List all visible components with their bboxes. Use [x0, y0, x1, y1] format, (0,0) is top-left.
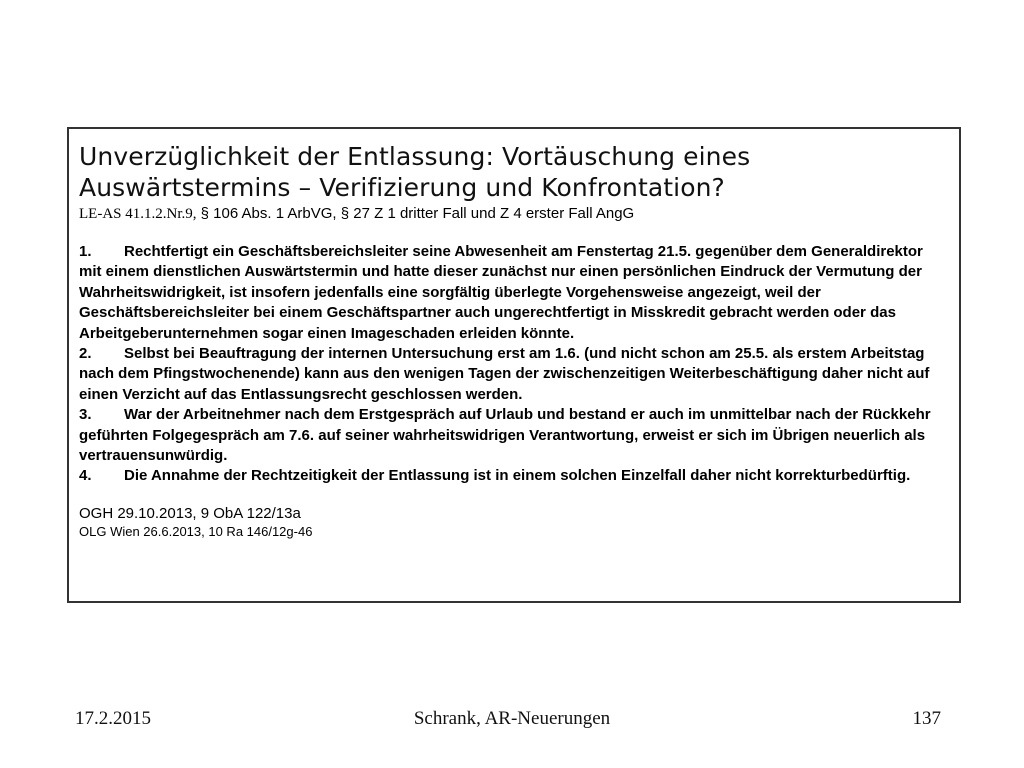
olg-ruling: OLG Wien 26.6.2013, 10 Ra 146/12g-46	[79, 523, 313, 539]
court-rulings	[79, 504, 949, 540]
point-2	[79, 344, 949, 405]
point-number: 4.	[79, 467, 92, 485]
citation-prefix: LE-AS 41.1.2.Nr.9,	[79, 206, 197, 222]
points-list	[79, 242, 949, 487]
point-number: 2.	[79, 345, 92, 363]
content-box	[67, 127, 961, 603]
point-number: 3.	[79, 406, 92, 424]
ogh-ruling: OGH 29.10.2013, 9 ObA 122/13a	[79, 504, 301, 522]
point-text: War der Arbeitnehmer nach dem Erstgespräch auf Urlaub und bestand er auch im unmittelbar nach der Rückkehr geführten Folgegespräch am 7.6. auf seiner wahrheitswidrigen Verantwortung, erweist er sich im Übrigen neuerlich als vertrauensunwürdig.	[79, 406, 931, 465]
point-text: Rechtfertigt ein Geschäftsbereichsleiter seine Abwesenheit am Fenstertag 21.5. gegenüber dem Generaldirektor mit einem dienstlichen Auswärtstermin und hatte dieser zunächst nur einen persönlichen Eindruck der Vermutung der Wahrheitswidrigkeit, ist insofern jedenfalls eine sorgfältig überlegte Vorgehensweise angezeigt, weil der Geschäftsbereichsleiter bei einem Geschäftspartner auch ungerechtfertigt in Misskredit gebracht werden oder das Arbeitgeberunternehmen sogar einen Imageschaden erleiden könnte.	[79, 243, 923, 342]
citation-rest: § 106 Abs. 1 ArbVG, § 27 Z 1 dritter Fall und Z 4 erster Fall AngG	[196, 205, 635, 222]
point-4	[79, 466, 949, 486]
point-text: Die Annahme der Rechtzeitigkeit der Entlassung ist in einem solchen Einzelfall daher nicht korrekturbedürftig.	[124, 467, 911, 485]
point-3	[79, 405, 949, 466]
point-number: 1.	[79, 243, 92, 260]
title-line-1: Unverzüglichkeit der Entlassung: Vortäuschung eines	[79, 142, 751, 171]
point-text: Selbst bei Beauftragung der internen Untersuchung erst am 1.6. (und nicht schon am 25.5. als erstem Arbeitstag nach dem Pfingstwochenende) kann aus den wenigen Tagen der zwischenzeitigen Weiterbeschäftigung daher nicht auf einen Verzicht auf das Entlassungsrecht geschlossen werden.	[79, 345, 930, 403]
page-number: 137	[912, 708, 941, 729]
footer-title: Schrank, AR-Neuerungen	[413, 708, 611, 729]
title-line-2: Auswärtstermins – Verifizierung und Konfrontation?	[79, 173, 725, 202]
point-1	[79, 242, 949, 344]
footer-date: 17.2.2015	[75, 708, 151, 729]
legal-citation	[79, 205, 949, 223]
slide-title	[79, 141, 949, 203]
